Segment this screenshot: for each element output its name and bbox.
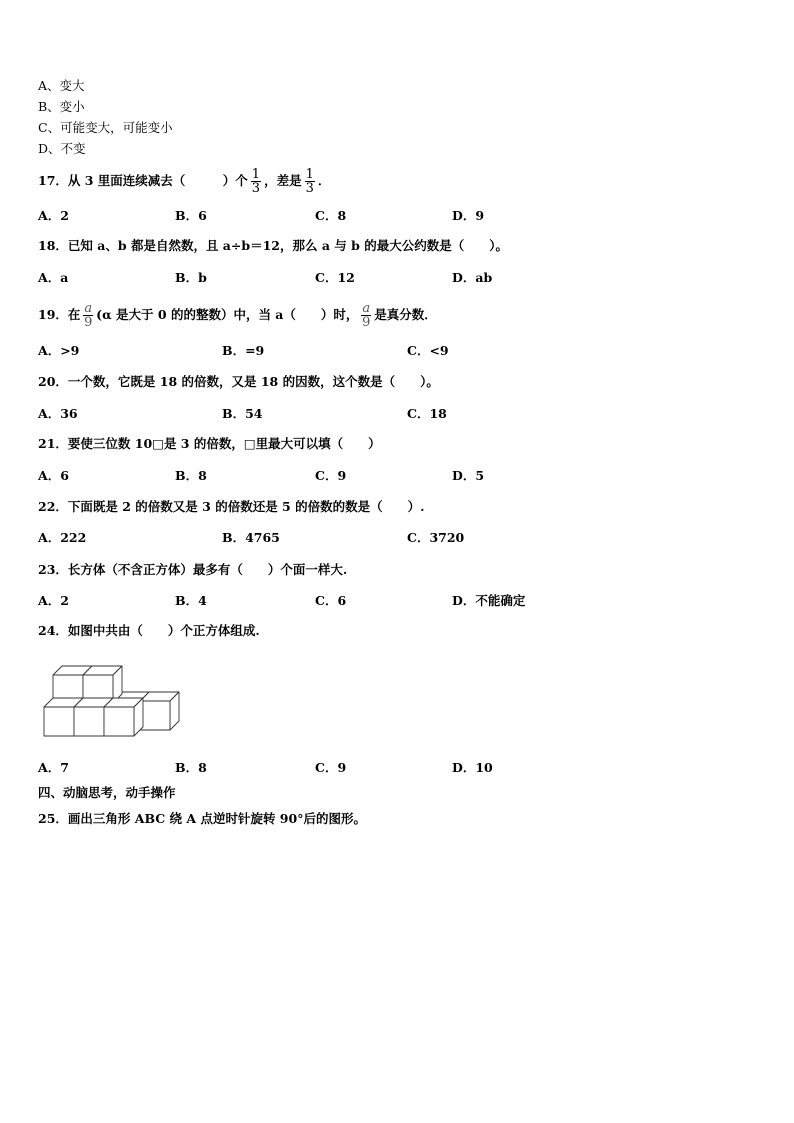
q16-option-a: A、变大	[38, 78, 85, 93]
q25-stem: 25．画出三角形 ABC 绕 A 点逆时针旋转 90°后的图形。	[38, 811, 366, 826]
q19-option-c: C．<9	[407, 343, 449, 358]
q18-option-b: B．b	[175, 270, 207, 285]
q19-text-1: 19．在	[38, 307, 81, 322]
cube-top-right	[83, 666, 122, 703]
cube-stack-figure	[42, 663, 182, 739]
q16-option-b: B、变小	[38, 99, 85, 114]
q19-text-3: 是真分数．	[374, 307, 437, 322]
q22-option-a: A．222	[38, 530, 87, 545]
q23-option-a: A．2	[38, 593, 69, 608]
q17-option-a: A．2	[38, 208, 69, 223]
q17-fraction-2: $\frac{1}{3}$	[305, 167, 314, 196]
q18-option-a: A．a	[38, 270, 69, 285]
q20-option-b: B．54	[222, 406, 263, 421]
q24-option-a: A．7	[38, 760, 69, 775]
q19-fraction-1: $\frac{a}{9}$	[84, 301, 93, 330]
q21-option-d: D．5	[452, 468, 485, 483]
q22-stem: 22．下面既是 2 的倍数又是 3 的倍数还是 5 的倍数的数是（ ）.	[38, 499, 425, 514]
q17-option-c: C．8	[315, 208, 347, 223]
q21-option-c: C．9	[315, 468, 347, 483]
q24-option-c: C．9	[315, 760, 347, 775]
q19-text-2: (α 是大于 0 的的整数）中，当 a（ ）时，	[96, 307, 359, 322]
q16-option-c: C、可能变大，可能变小	[38, 120, 173, 135]
q24-stem: 24．如图中共由（ ）个正方体组成.	[38, 623, 260, 638]
q18-option-d: D．ab	[452, 270, 493, 285]
q21-stem: 21．要使三位数 10□是 3 的倍数，□里最大可以填（ ）	[38, 436, 381, 451]
q20-stem: 20．一个数，它既是 18 的倍数，又是 18 的因数，这个数是（ ）。	[38, 374, 439, 389]
q19-option-a: A．>9	[38, 343, 80, 358]
q22-option-b: B．4765	[222, 530, 280, 545]
cube-back-right	[140, 692, 179, 730]
q20-option-a: A．36	[38, 406, 78, 421]
q21-option-b: B．8	[175, 468, 207, 483]
q17-option-d: D．9	[452, 208, 485, 223]
q17-fraction-1: $\frac{1}{3}$	[251, 167, 261, 196]
q22-option-c: C．3720	[407, 530, 465, 545]
section-4-title: 四、动脑思考，动手操作	[38, 785, 176, 800]
q17-text-2: ，差是	[264, 173, 302, 188]
q17-text-1: 17．从 3 里面连续减去（ ）个	[38, 173, 248, 188]
q23-option-c: C．6	[315, 593, 347, 608]
q23-stem: 23．长方体（不含正方体）最多有（ ）个面一样大.	[38, 562, 348, 577]
q19-fraction-2: $\frac{a}{9}$	[362, 301, 371, 330]
q17-option-b: B．6	[175, 208, 207, 223]
q16-option-d: D、不变	[38, 141, 86, 156]
q24-option-d: D．10	[452, 760, 493, 775]
q24-option-b: B．8	[175, 760, 207, 775]
q19-stem	[38, 300, 437, 330]
q21-option-a: A．6	[38, 468, 69, 483]
q18-option-c: C．12	[315, 270, 355, 285]
q17-text-3: ．	[317, 173, 331, 188]
q17-stem	[38, 166, 330, 196]
q20-option-c: C．18	[407, 406, 447, 421]
cube-bottom-3	[104, 698, 143, 736]
q19-option-b: B．=9	[222, 343, 265, 358]
q23-option-d: D．不能确定	[452, 593, 526, 608]
q23-option-b: B．4	[175, 593, 207, 608]
q18-stem: 18．已知 a、b 都是自然数，且 a÷b＝12，那么 a 与 b 的最大公约数是（ ）。	[38, 238, 508, 253]
